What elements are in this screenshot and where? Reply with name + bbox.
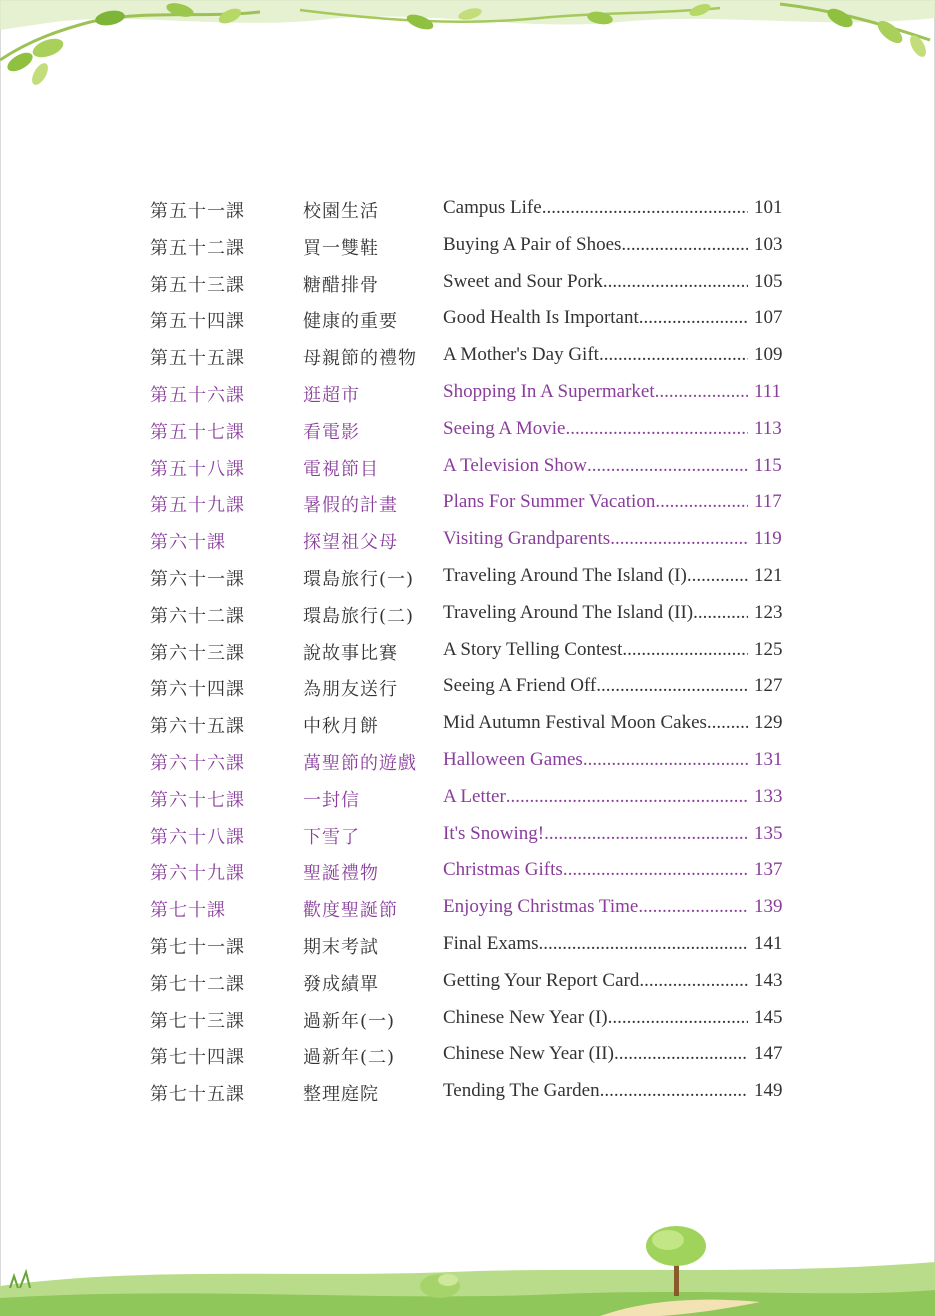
lesson-number: 第六十二課 [150, 605, 245, 627]
lesson-number: 第五十八課 [150, 458, 245, 480]
dot-leader [655, 381, 748, 403]
lesson-number: 第七十三課 [150, 1010, 245, 1032]
english-title-text: Tending The Garden [443, 1080, 600, 1102]
toc-entry [150, 525, 810, 562]
english-title-text: Buying A Pair of Shoes [443, 233, 622, 255]
lesson-number: 第七十二課 [150, 973, 245, 995]
toc-entry [150, 1004, 810, 1041]
dot-leader [621, 234, 748, 256]
english-title-text: Sweet and Sour Pork [443, 270, 603, 292]
dot-leader [544, 823, 748, 845]
dot-leader [506, 786, 748, 808]
chinese-title: 探望祖父母 [303, 532, 398, 554]
english-title-text: Getting Your Report Card [443, 969, 640, 991]
lesson-number: 第六十課 [150, 532, 226, 554]
dot-leader [622, 639, 748, 661]
english-title [443, 1043, 748, 1065]
english-title [443, 307, 748, 329]
lesson-number: 第六十一課 [150, 568, 245, 590]
lesson-number: 第七十課 [150, 900, 226, 922]
page-number: 119 [754, 528, 782, 550]
toc-entry [150, 304, 810, 341]
chinese-title: 糖醋排骨 [303, 274, 379, 296]
chinese-title: 聖誕禮物 [303, 863, 379, 885]
page-number: 121 [754, 564, 783, 586]
english-title-text: Shopping In A Supermarket [443, 380, 655, 402]
english-title-text: It's Snowing! [443, 822, 545, 844]
chinese-title: 期末考試 [303, 936, 379, 958]
english-title [443, 749, 748, 771]
page-number: 113 [754, 417, 782, 439]
english-title-text: A Mother's Day Gift [443, 344, 599, 366]
dot-leader [639, 307, 748, 329]
english-title [443, 896, 748, 918]
english-title-text: Traveling Around The Island (I) [443, 564, 687, 586]
dot-leader [638, 896, 748, 918]
lesson-number: 第五十二課 [150, 237, 245, 259]
lesson-number: 第五十五課 [150, 348, 245, 370]
page-number: 105 [754, 270, 783, 292]
english-title [443, 271, 748, 293]
chinese-title: 母親節的禮物 [303, 348, 417, 370]
page-number: 125 [754, 638, 783, 660]
toc-entry [150, 378, 810, 415]
lesson-number: 第七十五課 [150, 1084, 245, 1106]
english-title [443, 675, 748, 697]
table-of-contents [150, 194, 810, 1114]
lesson-number: 第六十七課 [150, 789, 245, 811]
page-number: 135 [754, 822, 783, 844]
lesson-number: 第七十一課 [150, 936, 245, 958]
toc-entry [150, 746, 810, 783]
chinese-title: 環島旅行(二) [303, 605, 415, 627]
english-title [443, 639, 748, 661]
lesson-number: 第五十九課 [150, 495, 245, 517]
dot-leader [603, 271, 748, 293]
chinese-title: 買一雙鞋 [303, 237, 379, 259]
english-title [443, 455, 748, 477]
toc-entry [150, 967, 810, 1004]
page-number: 145 [754, 1006, 783, 1028]
chinese-title: 整理庭院 [303, 1084, 379, 1106]
chinese-title: 暑假的計畫 [303, 495, 398, 517]
dot-leader [707, 712, 748, 734]
toc-entry [150, 599, 810, 636]
toc-entry [150, 415, 810, 452]
english-title-text: Enjoying Christmas Time [443, 896, 639, 918]
english-title [443, 602, 748, 624]
english-title-text: Chinese New Year (II) [443, 1043, 614, 1065]
page-number: 141 [754, 932, 783, 954]
lesson-number: 第七十四課 [150, 1047, 245, 1069]
english-title-text: A Letter [443, 785, 506, 807]
lesson-number: 第六十四課 [150, 679, 245, 701]
dot-leader [565, 418, 748, 440]
page-number: 107 [754, 307, 783, 329]
toc-entry [150, 709, 810, 746]
english-title-text: Final Exams [443, 932, 539, 954]
page-number: 123 [754, 601, 783, 623]
toc-entry [150, 268, 810, 305]
dot-leader [687, 565, 748, 587]
page-number: 109 [754, 344, 783, 366]
english-title-text: Campus Life [443, 197, 542, 218]
chinese-title: 為朋友送行 [303, 679, 398, 701]
english-title-text: Mid Autumn Festival Moon Cakes [443, 712, 707, 734]
toc-entry [150, 194, 810, 231]
toc-entry [150, 1077, 810, 1114]
chinese-title: 一封信 [303, 789, 360, 811]
lesson-number: 第六十三課 [150, 642, 245, 664]
page-number: 129 [754, 712, 783, 734]
dot-leader [693, 602, 748, 624]
page-number: 133 [754, 785, 783, 807]
chinese-title: 歡度聖誕節 [303, 900, 398, 922]
english-title-text: Plans For Summer Vacation [443, 491, 656, 513]
english-title-text: Visiting Grandparents [443, 528, 611, 550]
dot-leader [539, 933, 748, 955]
dot-leader [614, 1043, 748, 1065]
english-title [443, 859, 748, 881]
english-title [443, 823, 748, 845]
chinese-title: 健康的重要 [303, 311, 398, 333]
lesson-number: 第五十四課 [150, 311, 245, 333]
chinese-title: 發成績單 [303, 973, 379, 995]
english-title-text: A Story Telling Contest [443, 638, 623, 660]
page-number: 127 [754, 675, 783, 697]
page-number: 139 [754, 896, 783, 918]
english-title [443, 381, 748, 403]
english-title [443, 786, 748, 808]
dot-leader [610, 528, 748, 550]
page-number: 101 [754, 197, 783, 218]
english-title-text: Christmas Gifts [443, 859, 563, 881]
toc-entry [150, 562, 810, 599]
dot-leader [639, 970, 748, 992]
page-number: 103 [754, 233, 783, 255]
lesson-number: 第五十七課 [150, 421, 245, 443]
english-title [443, 970, 748, 992]
dot-leader [655, 491, 748, 513]
english-title [443, 528, 748, 550]
english-title-text: Seeing A Movie [443, 417, 566, 439]
dot-leader [599, 344, 748, 366]
toc-entry [150, 893, 810, 930]
english-title [443, 933, 748, 955]
chinese-title: 萬聖節的遊戲 [303, 752, 417, 774]
page-number: 115 [754, 454, 782, 476]
toc-entry [150, 930, 810, 967]
dot-leader [600, 1080, 748, 1102]
page-number: 147 [754, 1043, 783, 1065]
english-title [443, 1080, 748, 1102]
toc-entry [150, 488, 810, 525]
dot-leader [608, 1007, 748, 1029]
chinese-title: 說故事比賽 [303, 642, 398, 664]
dot-leader [542, 197, 748, 219]
english-title-text: Seeing A Friend Off [443, 675, 597, 697]
english-title-text: Halloween Games [443, 748, 583, 770]
english-title [443, 491, 748, 513]
page-number: 117 [754, 491, 782, 513]
lesson-number: 第六十八課 [150, 826, 245, 848]
dot-leader [596, 675, 748, 697]
english-title [443, 1007, 748, 1029]
chinese-title: 環島旅行(一) [303, 568, 415, 590]
page-number: 149 [754, 1080, 783, 1102]
chinese-title: 校園生活 [303, 201, 379, 222]
toc-entry [150, 783, 810, 820]
chinese-title: 電視節目 [303, 458, 379, 480]
chinese-title: 過新年(一) [303, 1010, 396, 1032]
english-title-text: Traveling Around The Island (II) [443, 601, 694, 623]
english-title [443, 234, 748, 256]
english-title [443, 197, 748, 219]
chinese-title: 逛超市 [303, 384, 360, 406]
page-number: 131 [754, 748, 783, 770]
lesson-number: 第五十三課 [150, 274, 245, 296]
toc-entry [150, 856, 810, 893]
dot-leader [563, 859, 748, 881]
english-title [443, 712, 748, 734]
page-number: 137 [754, 859, 783, 881]
toc-entry [150, 636, 810, 673]
page-number: 143 [754, 969, 783, 991]
toc-entry [150, 820, 810, 857]
toc-entry [150, 1040, 810, 1077]
page-number: 111 [754, 380, 782, 402]
toc-entry [150, 452, 810, 489]
english-title [443, 344, 748, 366]
dot-leader [587, 455, 748, 477]
english-title-text: Chinese New Year (I) [443, 1006, 608, 1028]
chinese-title: 下雪了 [303, 826, 360, 848]
lesson-number: 第五十一課 [150, 201, 245, 222]
english-title-text: A Television Show [443, 454, 587, 476]
lesson-number: 第六十九課 [150, 863, 245, 885]
english-title-text: Good Health Is Important [443, 307, 639, 329]
english-title [443, 565, 748, 587]
toc-entry [150, 341, 810, 378]
chinese-title: 看電影 [303, 421, 360, 443]
lesson-number: 第六十六課 [150, 752, 245, 774]
lesson-number: 第六十五課 [150, 716, 245, 738]
dot-leader [583, 749, 748, 771]
english-title [443, 418, 748, 440]
toc-entry [150, 672, 810, 709]
toc-entry [150, 231, 810, 268]
chinese-title: 中秋月餅 [303, 716, 379, 738]
lesson-number: 第五十六課 [150, 384, 245, 406]
chinese-title: 過新年(二) [303, 1047, 396, 1069]
